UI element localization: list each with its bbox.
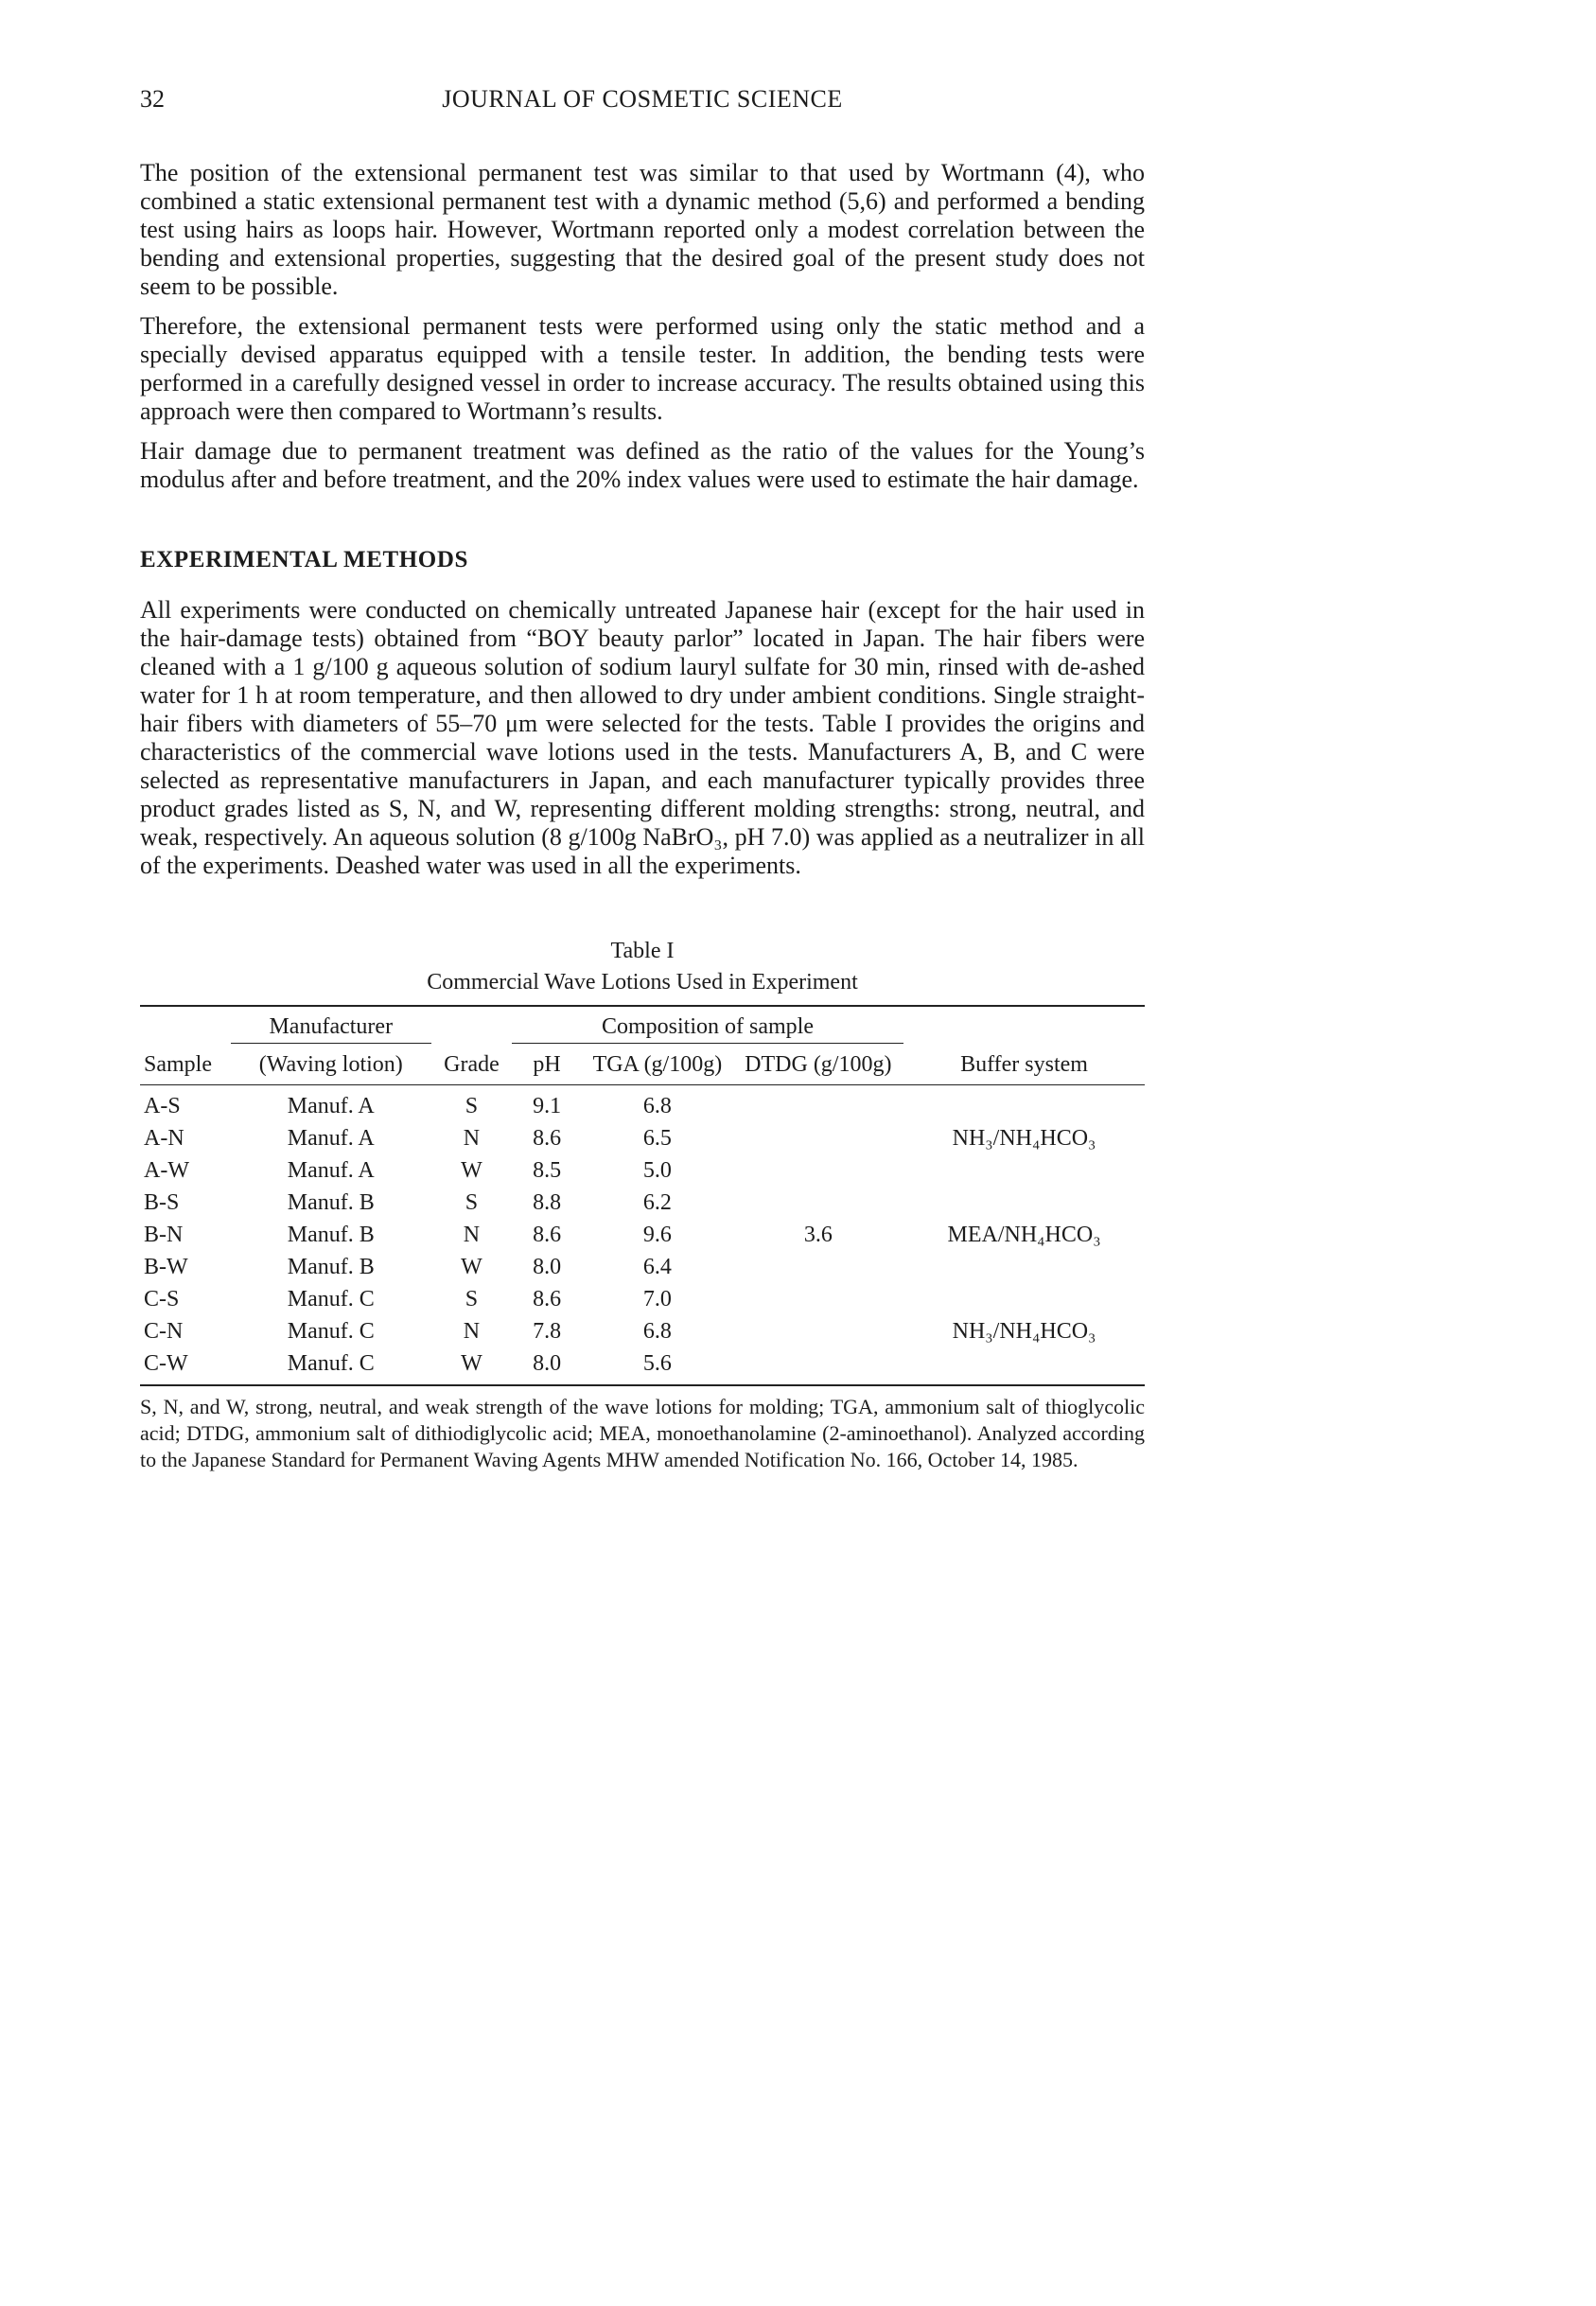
cell-sample: C-W bbox=[144, 1351, 188, 1376]
cell-sample: A-S bbox=[144, 1094, 181, 1118]
cell-grade: N bbox=[463, 1319, 481, 1344]
table-row bbox=[140, 1347, 1145, 1385]
cell-ph: 9.1 bbox=[533, 1094, 562, 1118]
cell-sample: B-W bbox=[144, 1255, 188, 1279]
cell-sample: B-S bbox=[144, 1190, 180, 1215]
spanner-manufacturer: Manufacturer bbox=[231, 1006, 431, 1044]
paragraph-3: Hair damage due to permanent treatment was defined as the ratio of the values for the Young’s modulus after and before treatment, and the 20% index values were used to estimate the hair damage. bbox=[140, 437, 1145, 493]
table-spanner-row bbox=[140, 1006, 1145, 1044]
page-header bbox=[140, 85, 1145, 114]
cell-dtdg bbox=[733, 1315, 904, 1347]
spanner-empty-grade bbox=[431, 1006, 512, 1044]
cell-manufacturer: Manuf. B bbox=[287, 1223, 375, 1247]
cell-tga: 6.5 bbox=[642, 1126, 672, 1151]
table-row bbox=[140, 1187, 1145, 1219]
cell-buffer: NH₃/NH₄HCO₃ bbox=[952, 1319, 1096, 1344]
cell-manufacturer: Manuf. A bbox=[287, 1126, 375, 1151]
cell-buffer bbox=[903, 1085, 1145, 1123]
table-row bbox=[140, 1315, 1145, 1347]
table-commercial-wave-lotions bbox=[140, 1005, 1145, 1386]
cell-buffer bbox=[903, 1154, 1145, 1187]
cell-dtdg bbox=[733, 1347, 904, 1385]
cell-ph: 8.5 bbox=[533, 1158, 562, 1183]
cell-grade: S bbox=[465, 1287, 479, 1311]
cell-grade: N bbox=[463, 1223, 481, 1247]
cell-dtdg: 3.6 bbox=[803, 1223, 833, 1247]
cell-sample: C-N bbox=[144, 1319, 184, 1344]
text-column bbox=[140, 85, 1145, 1473]
col-header-sample: Sample bbox=[140, 1044, 231, 1085]
cell-tga: 7.0 bbox=[642, 1287, 672, 1311]
paragraph-4: All experiments were conducted on chemically untreated Japanese hair (except for the hair used in the hair-damage tests) obtained from “BOY beauty parlor” located in Japan. The hair fibers were cleaned with a 1 g/100 g aqueous solution of sodium lauryl sulfate for 30 min, rinsed with de-ashed water for 1 h at room temperature, and then allowed to dry under ambient conditions. Single straight-hair fibers with diameters of 55–70 μm were selected for the tests. Table I provides the origins and characteristics of the commercial wave lotions used in the tests. Manufacturers A, B, and C were selected as representative manufacturers in Japan, and each manufacturer typically provides three product grades listed as S, N, and W, representing different molding strengths: strong, neutral, and weak, respectively. An aqueous solution (8 g/100g NaBrO₃, pH 7.0) was applied as a neutralizer in all of the experiments. Deashed water was used in all the experiments. bbox=[140, 596, 1145, 879]
cell-dtdg bbox=[733, 1154, 904, 1187]
cell-sample: B-N bbox=[144, 1223, 184, 1247]
cell-grade: N bbox=[463, 1126, 481, 1151]
col-header-ph: pH bbox=[512, 1044, 582, 1085]
table-row bbox=[140, 1085, 1145, 1123]
cell-tga: 5.0 bbox=[642, 1158, 672, 1183]
cell-tga: 6.8 bbox=[642, 1094, 672, 1118]
cell-sample: A-W bbox=[144, 1158, 189, 1183]
cell-ph: 8.6 bbox=[533, 1126, 562, 1151]
cell-ph: 8.6 bbox=[533, 1287, 562, 1311]
cell-dtdg bbox=[733, 1283, 904, 1315]
cell-dtdg bbox=[733, 1187, 904, 1219]
cell-ph: 8.0 bbox=[533, 1255, 562, 1279]
table-row bbox=[140, 1283, 1145, 1315]
cell-grade: W bbox=[461, 1351, 482, 1376]
paragraph-1: The position of the extensional permanent test was similar to that used by Wortmann (4), who combined a static extensional permanent test with a dynamic method (5,6) and performed a bending test using hairs as loops hair. However, Wortmann reported only a modest correlation between the bending and extensional properties, suggesting that the desired goal of the present study does not seem to be possible. bbox=[140, 159, 1145, 300]
cell-sample: C-S bbox=[144, 1287, 180, 1311]
cell-buffer bbox=[903, 1187, 1145, 1219]
cell-manufacturer: Manuf. B bbox=[287, 1190, 375, 1215]
cell-grade: S bbox=[465, 1094, 479, 1118]
table-row bbox=[140, 1219, 1145, 1251]
cell-sample: A-N bbox=[144, 1126, 184, 1151]
cell-tga: 6.4 bbox=[642, 1255, 672, 1279]
col-header-buffer-system: Buffer system bbox=[903, 1044, 1145, 1085]
col-header-tga: TGA (g/100g) bbox=[582, 1044, 732, 1085]
table-block bbox=[140, 939, 1145, 1473]
table-row bbox=[140, 1154, 1145, 1187]
cell-buffer: MEA/NH₄HCO₃ bbox=[947, 1223, 1101, 1247]
cell-grade: W bbox=[461, 1158, 482, 1183]
cell-manufacturer: Manuf. C bbox=[287, 1287, 375, 1311]
cell-manufacturer: Manuf. A bbox=[287, 1094, 375, 1118]
cell-grade: S bbox=[465, 1190, 479, 1215]
spanner-empty-sample bbox=[140, 1006, 231, 1044]
cell-ph: 8.8 bbox=[533, 1190, 562, 1215]
cell-dtdg bbox=[733, 1122, 904, 1154]
cell-manufacturer: Manuf. A bbox=[287, 1158, 375, 1183]
cell-tga: 9.6 bbox=[642, 1223, 672, 1247]
cell-grade: W bbox=[461, 1255, 482, 1279]
cell-manufacturer: Manuf. B bbox=[287, 1255, 375, 1279]
cell-buffer: NH₃/NH₄HCO₃ bbox=[952, 1126, 1096, 1151]
cell-dtdg bbox=[733, 1085, 904, 1123]
cell-manufacturer: Manuf. C bbox=[287, 1319, 375, 1344]
cell-tga: 6.8 bbox=[642, 1319, 672, 1344]
spanner-empty-buffer bbox=[903, 1006, 1145, 1044]
cell-ph: 8.0 bbox=[533, 1351, 562, 1376]
spanner-composition: Composition of sample bbox=[512, 1006, 903, 1044]
col-header-dtdg: DTDG (g/100g) bbox=[733, 1044, 904, 1085]
cell-dtdg bbox=[733, 1251, 904, 1283]
cell-tga: 5.6 bbox=[642, 1351, 672, 1376]
page-number: 32 bbox=[140, 85, 165, 113]
table-row bbox=[140, 1122, 1145, 1154]
journal-title: JOURNAL OF COSMETIC SCIENCE bbox=[442, 85, 843, 113]
cell-buffer bbox=[903, 1347, 1145, 1385]
section-heading-experimental-methods: EXPERIMENTAL METHODS bbox=[140, 547, 468, 572]
col-header-grade: Grade bbox=[431, 1044, 512, 1085]
table-header-row bbox=[140, 1044, 1145, 1085]
table-row bbox=[140, 1251, 1145, 1283]
table-subtitle: Commercial Wave Lotions Used in Experiment bbox=[427, 970, 858, 995]
table-footnote: S, N, and W, strong, neutral, and weak strength of the wave lotions for molding; TGA, ammonium salt of thioglycolic acid; DTDG, ammonium salt of dithiodiglycolic acid; MEA, monoethanolamine (2-aminoethanol). Analyzed according to the Japanese Standard for Permanent Waving Agents MHW amended Notification No. 166, October 14, 1985. bbox=[140, 1395, 1145, 1471]
cell-tga: 6.2 bbox=[642, 1190, 672, 1215]
table-title: Table I bbox=[610, 939, 675, 963]
col-header-waving-lotion: (Waving lotion) bbox=[231, 1044, 431, 1085]
cell-ph: 7.8 bbox=[533, 1319, 562, 1344]
cell-buffer bbox=[903, 1251, 1145, 1283]
paragraph-2: Therefore, the extensional permanent tests were performed using only the static method and a specially devised apparatus equipped with a tensile tester. In addition, the bending tests were performed in a carefully designed vessel in order to increase accuracy. The results obtained using this approach were then compared to Wortmann’s results. bbox=[140, 312, 1145, 425]
cell-manufacturer: Manuf. C bbox=[287, 1351, 375, 1376]
cell-buffer bbox=[903, 1283, 1145, 1315]
cell-ph: 8.6 bbox=[533, 1223, 562, 1247]
